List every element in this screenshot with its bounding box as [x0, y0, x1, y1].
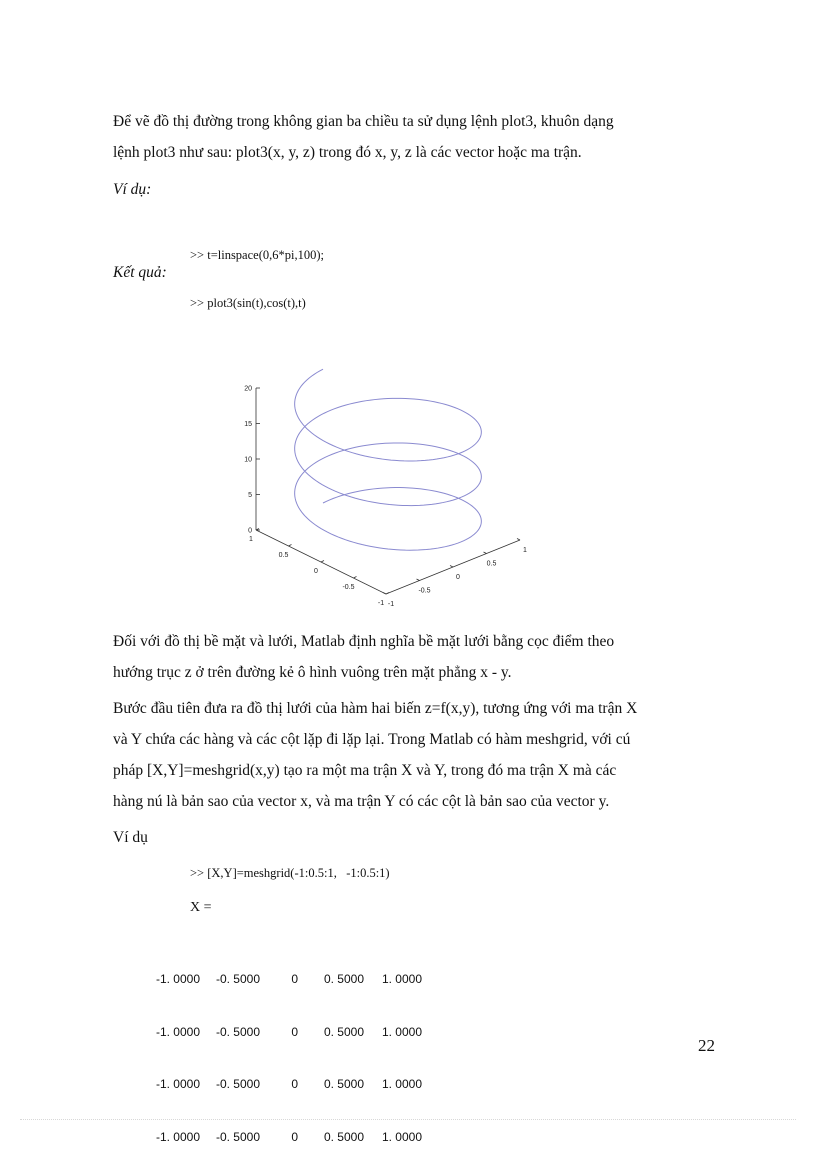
x-tick-label: 0.5 [486, 560, 497, 568]
meshgrid-command: >> [X,Y]=meshgrid(-1:0.5:1, -1:0.5:1) [190, 866, 390, 880]
y-tick-label: 0 [314, 568, 318, 575]
matrix-row: -1. 0000 -0. 5000 0 0. 5000 1. 0000 [155, 972, 422, 986]
matrix-output [150, 936, 422, 1164]
plot-axes [256, 388, 520, 594]
surface-paragraph [113, 626, 701, 688]
x-tick-label: 1 [523, 547, 527, 554]
y-tick-label: 1 [249, 536, 253, 543]
y-tick-label: 0.5 [278, 552, 289, 559]
page-number: 22 [698, 1036, 715, 1055]
matrix-row: -1. 0000 -0. 5000 0 0. 5000 1. 0000 [155, 1024, 422, 1039]
matrix-label: X = [190, 900, 212, 915]
x-tick-label: -0.5 [418, 587, 431, 595]
surface-line-1: Đối với đồ thị bề mặt và lưới, Matlab định nghĩa bề mặt lưới bằng cọc điểm theo [113, 633, 615, 650]
example-label: Ví dụ: [113, 181, 152, 198]
meshgrid-line-2: và Y chứa các hàng và các cột lặp đi lặp lại. Trong Matlab có hàm meshgrid, với cú [113, 731, 631, 748]
meshgrid-line-3: pháp [X,Y]=meshgrid(x,y) tạo ra một ma trận X và Y, trong đó ma trận X mà các [113, 762, 617, 779]
matrix-row: -1. 0000 -0. 5000 0 0. 5000 1. 0000 [155, 1077, 422, 1091]
y-tick [289, 545, 292, 547]
x-tick-label: -1 [387, 601, 395, 608]
intro-line-1: Để vẽ đồ thị đường trong không gian ba chiều ta sử dụng lệnh plot3, khuôn dạng [113, 113, 614, 130]
helix-3d-plot [230, 345, 590, 608]
surface-line-2: hướng trục z ở trên đường kẻ ô hình vuông trên mặt phẳng x - y. [113, 664, 512, 681]
y-tick-label: -1 [377, 600, 385, 607]
z-tick-label: 0 [248, 527, 252, 535]
x-tick [417, 579, 420, 581]
z-tick-label: 5 [248, 492, 252, 499]
z-tick-label: 15 [244, 421, 252, 428]
x-tick [484, 552, 487, 554]
z-tick-label: 20 [244, 385, 252, 393]
tick-labels [244, 386, 527, 609]
meshgrid-line-4: hàng nú là bản sao của vector x, và ma trận Y có các cột là bản sao của vector y. [113, 793, 610, 810]
code-line: >> plot3(sin(t),cos(t),t) [190, 296, 306, 310]
intro-paragraph [113, 106, 701, 168]
x-tick [450, 566, 453, 568]
z-tick-label: 10 [244, 456, 252, 464]
matrix-row: -1. 0000 -0. 5000 0 0. 5000 1. 0000 [155, 1129, 422, 1144]
x-tick [383, 593, 386, 595]
code-line: >> t=linspace(0,6*pi,100); [190, 248, 324, 262]
helix-curve [295, 369, 482, 550]
x-tick [517, 539, 520, 541]
intro-line-2: lệnh plot3 như sau: plot3(x, y, z) trong đó x, y, z là các vector hoặc ma trận. [113, 144, 582, 161]
y-tick [354, 577, 357, 579]
x-tick-label: 0 [456, 574, 460, 581]
y-tick-label: -0.5 [342, 584, 355, 591]
page-bottom-rule [20, 1119, 796, 1120]
y-tick [321, 561, 324, 563]
meshgrid-line-1: Bước đầu tiên đưa ra đồ thị lưới của hàm hai biến z=f(x,y), tương ứng với ma trận X [113, 700, 638, 717]
meshgrid-paragraph [113, 693, 701, 817]
result-label: Kết quả: [113, 264, 167, 281]
example-label-2: Ví dụ [113, 829, 148, 846]
